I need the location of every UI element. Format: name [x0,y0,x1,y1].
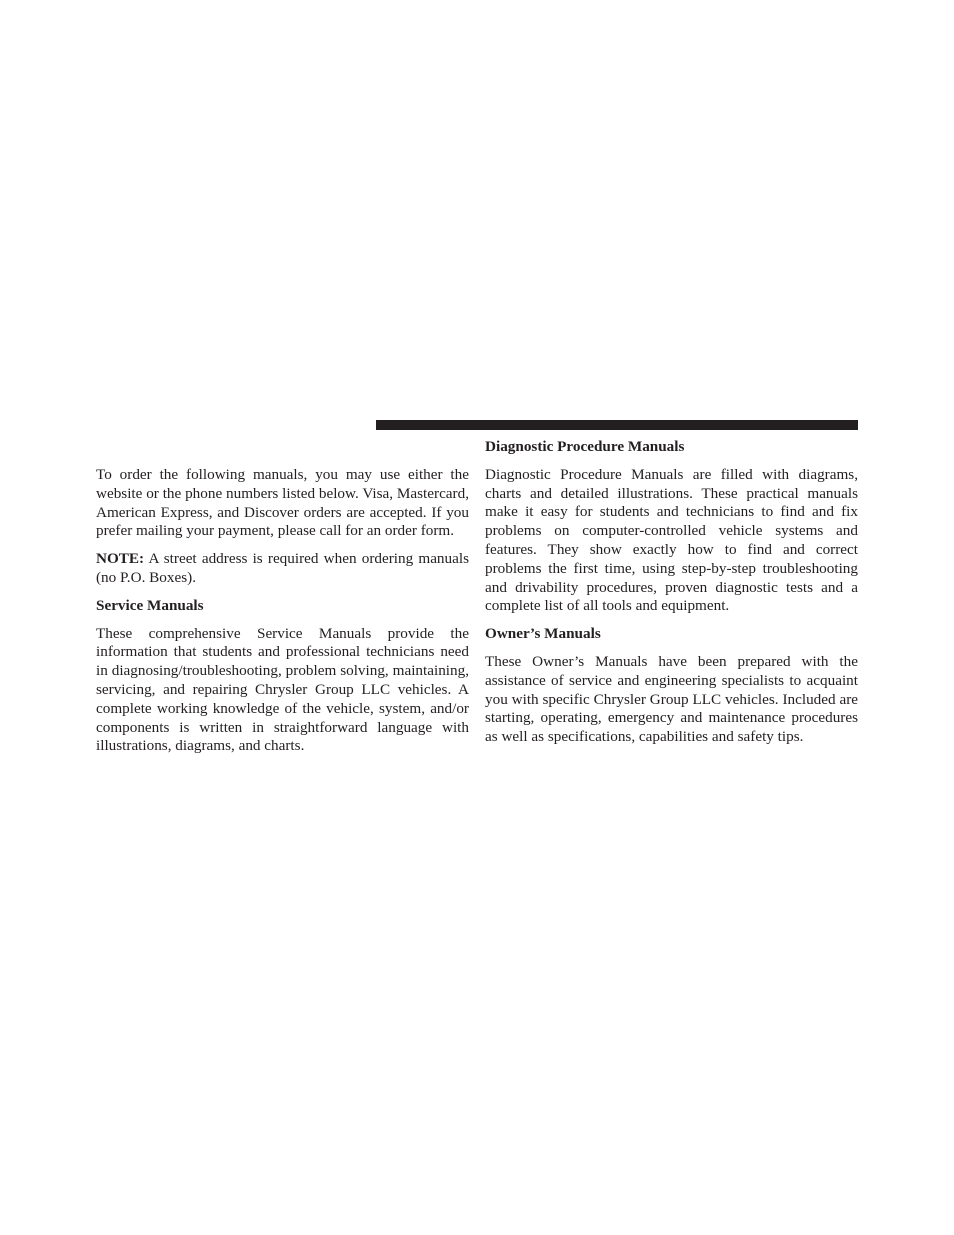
note-label: NOTE: [96,550,145,568]
note-paragraph [96,550,469,588]
service-manuals-heading: Service Manuals [96,596,204,614]
right-column [485,438,858,756]
diagnostic-manuals-paragraph: Diagnostic Procedure Manuals are filled with diagrams, charts and detailed illustrations. These practical manuals make it easy for students and technicians to find and fix problems on computer-controlled vehicle systems and features. They show exactly how to find and correct problems the first time, using step-by-step troubleshooting and drivability procedures, proven diagnostic tests and a complete list of all tools and equipment. [485,465,858,615]
diagnostic-manuals-heading: Diagnostic Procedure Manuals [485,438,685,455]
owners-manuals-paragraph: These Owner’s Manuals have been prepared with the assistance of service and engineering specialists to acquaint you with specific Chrysler Group LLC vehicles. Included are starting, operating, emergency and maintenance procedures as well as specifications, capabilities and safety tips. [485,652,858,746]
intro-paragraph: To order the following manuals, you may use either the website or the phone numbers listed below. Visa, Mastercard, American Express, and Discover orders are accepted. If you prefer mailing your payment, please call for an order form. [96,466,469,540]
service-manuals-paragraph: These comprehensive Service Manuals provide the information that students and professional technicians need in diagnosing/troubleshooting, problem solving, maintaining, servicing, and repairing Chrysler Group LLC vehicles. A complete working knowledge of the vehicle, system, and/or components is written in straightforward language with illustrations, diagrams, and charts. [96,624,469,755]
section-header-bar [376,420,858,430]
owners-manuals-heading: Owner’s Manuals [485,625,601,643]
left-column [96,466,469,765]
note-text: A street address is required when ordering manuals (no P.O. Boxes). [96,550,469,586]
